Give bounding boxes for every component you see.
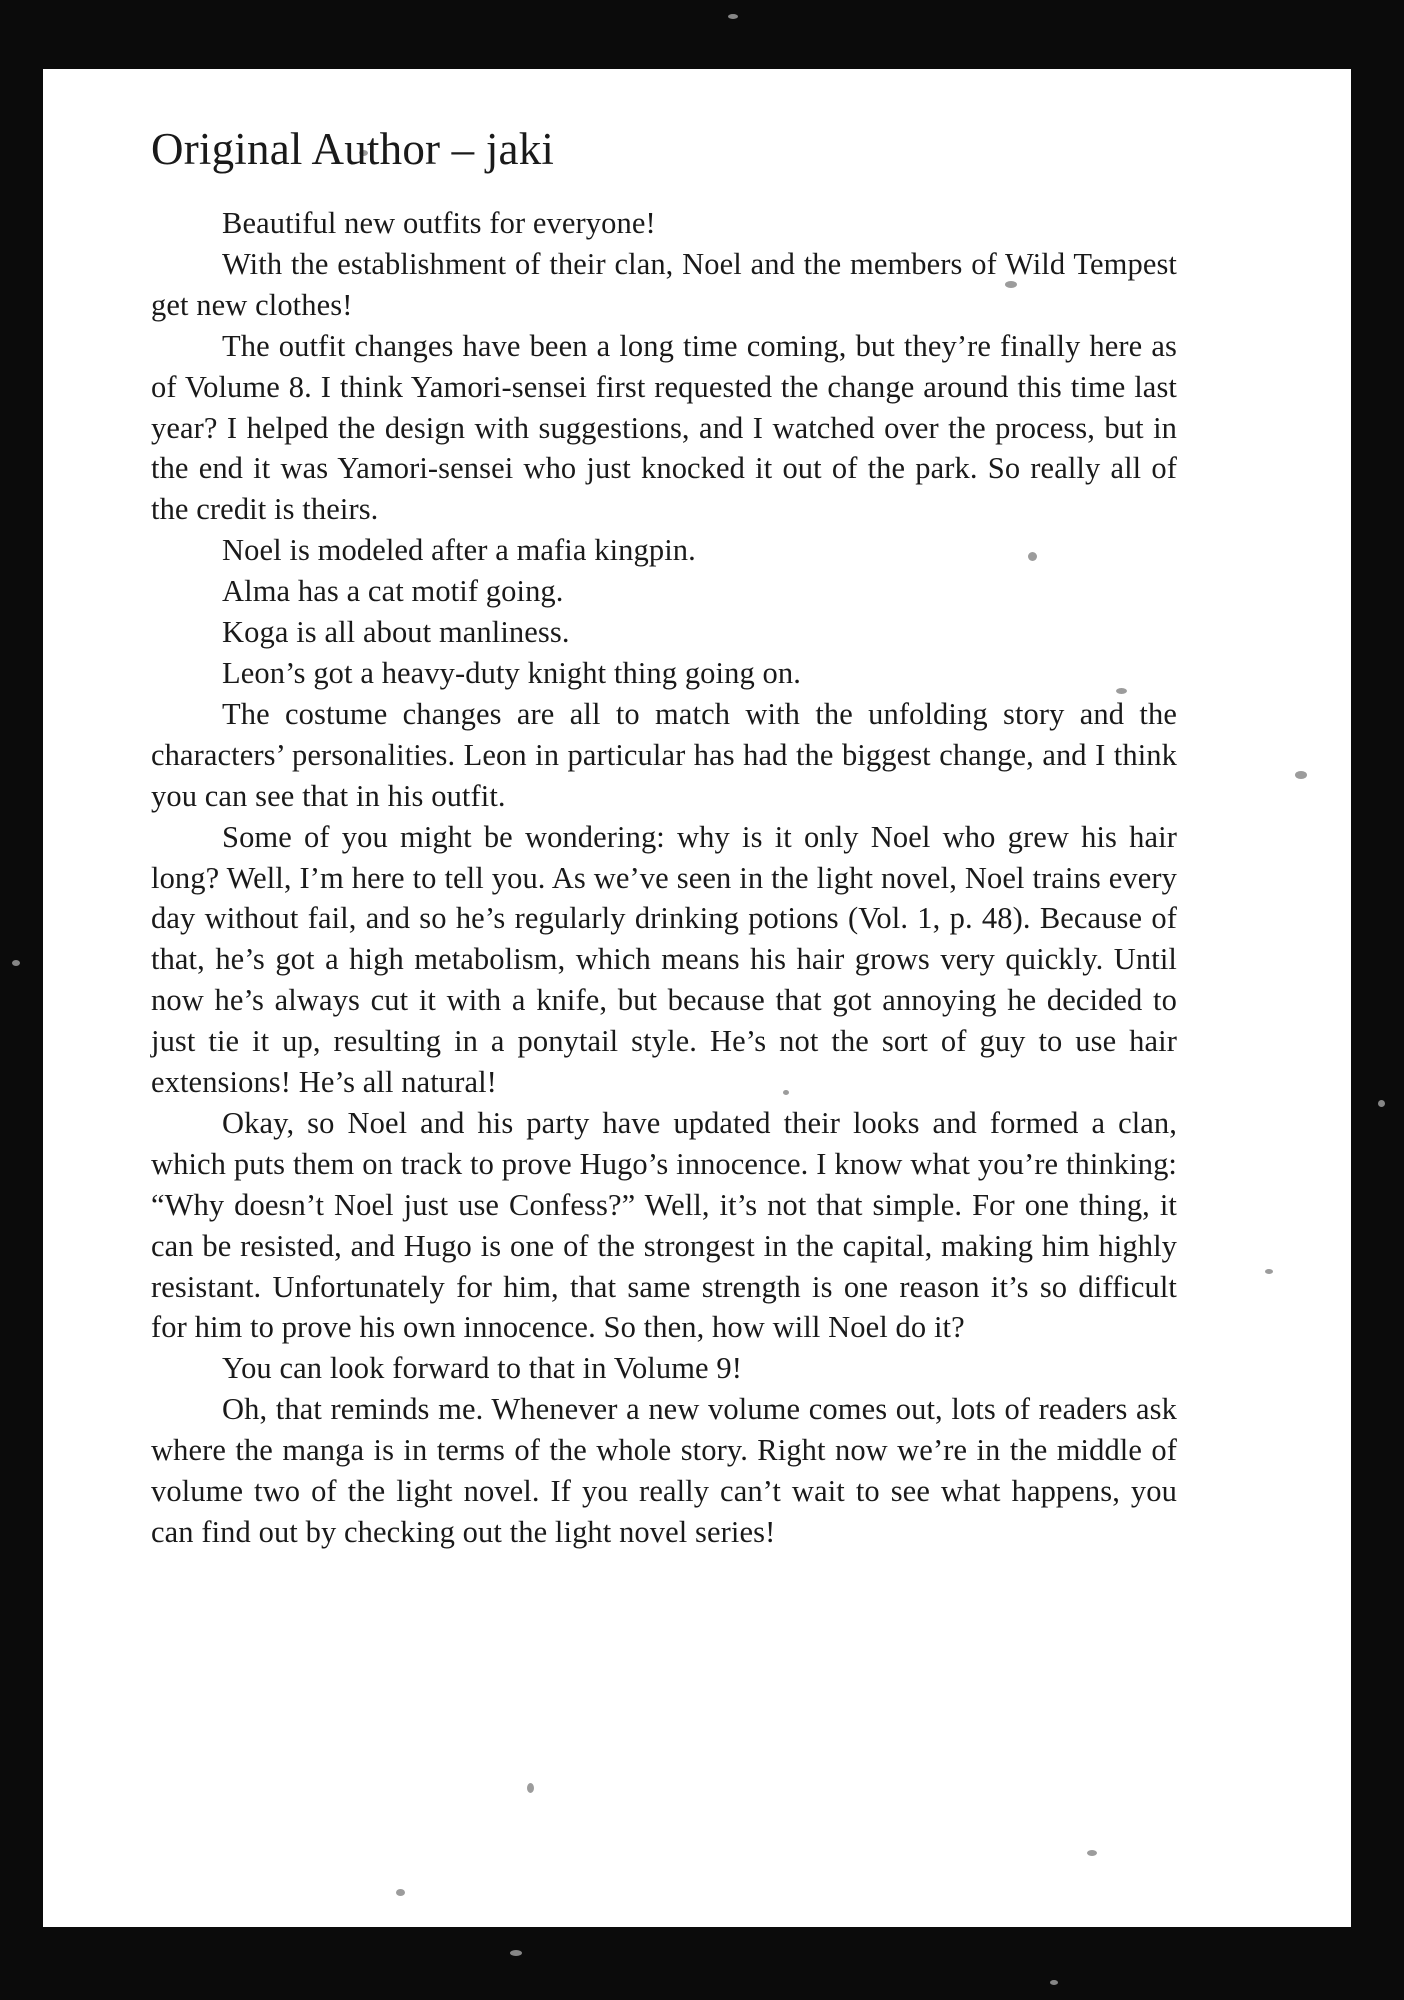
paragraph-11: You can look forward to that in Volume 9! <box>222 1351 743 1386</box>
paragraph-2: With the establishment of their clan, Noel and the members of Wild Tempest get new clothes! <box>151 246 1177 322</box>
border-speck <box>1050 1980 1058 1985</box>
paragraph-5: Alma has a cat motif going. <box>222 574 564 609</box>
paragraph-1: Beautiful new outfits for everyone! <box>222 206 656 240</box>
border-speck <box>1378 1100 1385 1107</box>
paper-speck <box>396 1889 405 1896</box>
paragraph-6: Koga is all about manliness. <box>222 615 570 650</box>
paragraph-10: Okay, so Noel and his party have updated their looks and formed a clan, which puts them on track to prove Hugo’s innocence. I know what you’re thinking: “Why doesn’t Noel just use Confess?” Well, it’s not that simple. For one thing, it can be resisted, and Hugo is one of the strongest in the capital, making him highly resistant. Unfortunately for him, that same strength is one reason it’s so difficult for him to prove his own innocence. So then, how will Noel do it? <box>151 1105 1177 1345</box>
afterword-title: Original Author – jaki <box>151 124 555 174</box>
paragraph-4: Noel is modeled after a mafia kingpin. <box>222 533 696 568</box>
paper-speck <box>527 1783 534 1793</box>
paragraph-7: Leon’s got a heavy-duty knight thing going on. <box>222 655 801 690</box>
paper-speck <box>1265 1269 1273 1274</box>
paper-speck <box>1295 771 1307 779</box>
paragraph-9: Some of you might be wondering: why is it only Noel who grew his hair long? Well, I’m here to tell you. As we’ve seen in the light novel, Noel trains every day without fail, and so he’s regularly drinking potions (Vol. 1, p. 48). Because of that, he’s got a high metabolism, which means his hair grows very quickly. Until now he’s always cut it with a knife, but because that got annoying he decided to just tie it up, resulting in a ponytail style. He’s not the sort of guy to use hair extensions! He’s all natural! <box>151 819 1177 1100</box>
text-page <box>43 69 1351 1927</box>
paragraph-12: Oh, that reminds me. Whenever a new volume comes out, lots of readers ask where the manga is in terms of the whole story. Right now we’re in the middle of volume two of the light novel. If you really can’t wait to see what happens, you can find out by checking out the light novel series! <box>151 1392 1177 1549</box>
paragraph-8: The costume changes are all to match with the unfolding story and the characters’ personalities. Leon in particular has had the biggest change, and I think you can see that in his outfit. <box>151 696 1177 813</box>
border-speck <box>12 960 20 966</box>
border-speck <box>510 1950 522 1956</box>
border-speck <box>728 14 738 19</box>
afterword-content <box>151 117 1177 1553</box>
paper-speck <box>1087 1850 1097 1856</box>
paragraph-3: The outfit changes have been a long time coming, but they’re finally here as of Volume 8. I think Yamori-sensei first requested the change around this time last year? I helped the design with suggestions, and I watched over the process, but in the end it was Yamori-sensei who just knocked it out of the park. So really all of the credit is theirs. <box>151 328 1177 527</box>
